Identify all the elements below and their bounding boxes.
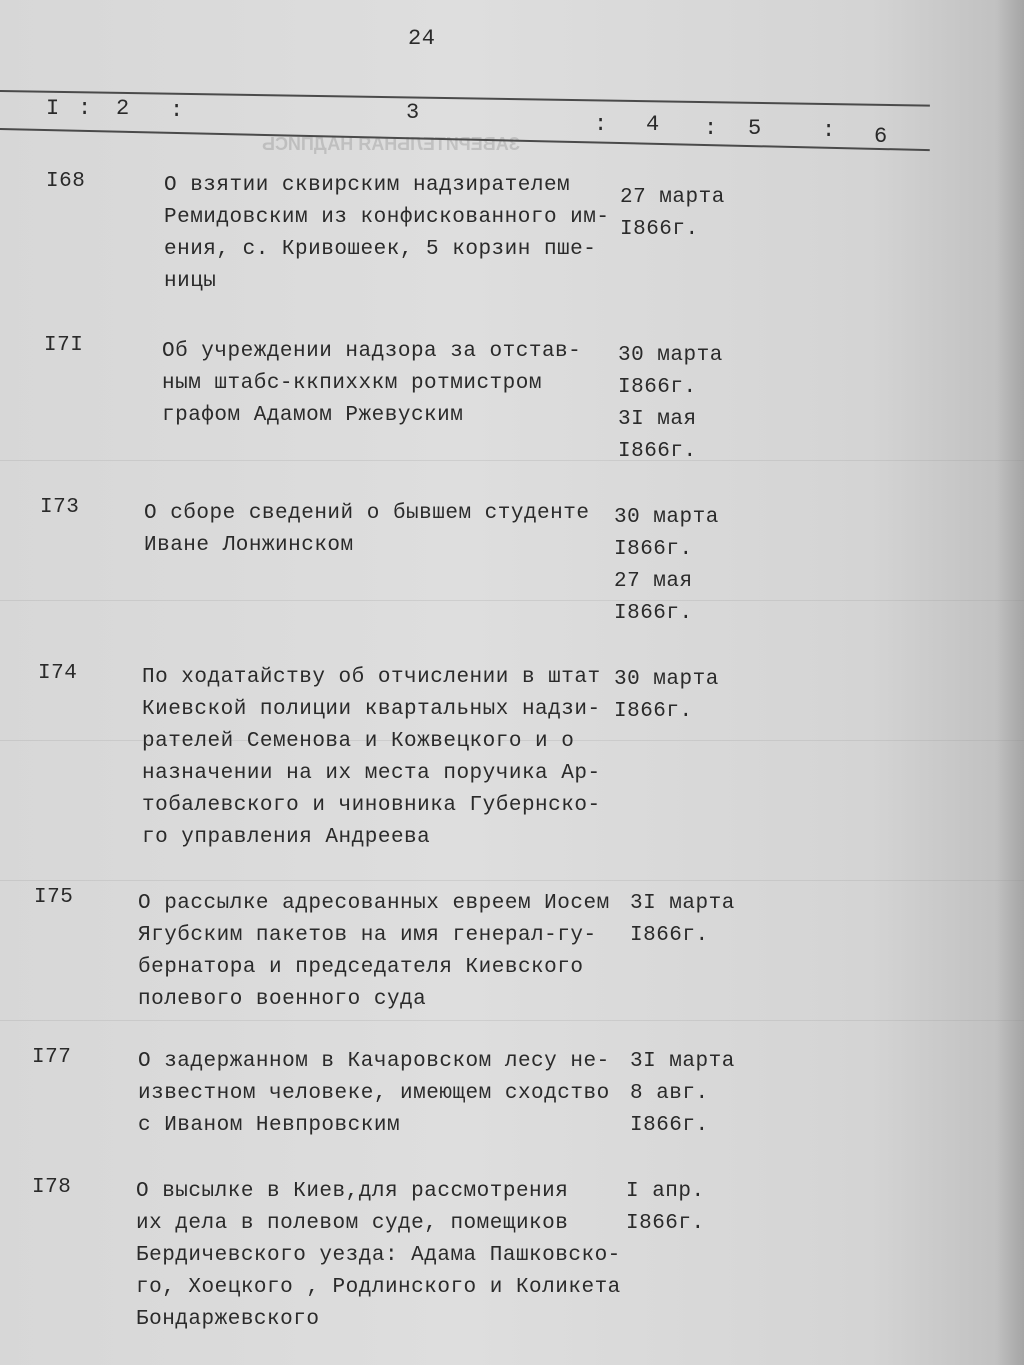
bleed-through-text: ЗАВЕРИТЕЛЬНАЯ НАДПИСЬ bbox=[262, 134, 521, 154]
entry-description: По ходатайству об отчислении в штат Киевской полиции квартальных надзи- рателей Семенова и Кожвецкого и о назначении на их места поручика Ар- тобалевского и чиновника Губернско- го управления Андреева bbox=[142, 666, 601, 849]
entry-number: I74 bbox=[38, 662, 78, 685]
entry-description: О высылке в Киев,для рассмотрения их дела в полевом суде, помещиков Бердичевского уезда: Адама Пашковско- го, Хоецкого , Родлинского и Коликета Бондаржевского bbox=[136, 1180, 621, 1331]
paper-rule bbox=[0, 880, 1024, 881]
paper-rule bbox=[0, 1020, 1024, 1021]
column-separator: : bbox=[822, 118, 836, 143]
entry-number: I78 bbox=[32, 1176, 72, 1199]
entry-description: О рассылке адресованных евреем Иосем Ягубским пакетов на имя генерал-гу- бернатора и председателя Киевского полевого военного суда bbox=[138, 892, 610, 1011]
entry-description: О задержанном в Качаровском лесу не- известном человеке, имеющем сходство с Иваном Невпровским bbox=[138, 1050, 610, 1137]
entry-description: О сборе сведений о бывшем студенте Иване Лонжинском bbox=[144, 502, 590, 557]
column-separator: : bbox=[170, 98, 184, 123]
entry-number: I68 bbox=[46, 170, 86, 193]
entry-description: Об учреждении надзора за отстав- ным штабс-ккпиххкм ротмистром графом Адамом Ржевуским bbox=[162, 340, 582, 427]
entry-number: I7I bbox=[44, 334, 84, 357]
entry-date: 3I марта 8 авг. I866г. bbox=[630, 1050, 735, 1137]
entry-date: 30 марта I866г. bbox=[614, 668, 719, 723]
column-4-header: 4 bbox=[646, 112, 660, 137]
entry-date: 27 марта I866г. bbox=[620, 186, 725, 241]
column-separator: : bbox=[594, 112, 608, 137]
header-top-rule bbox=[0, 90, 930, 107]
entry-number: I73 bbox=[40, 496, 80, 519]
column-1-header: I bbox=[46, 96, 60, 121]
entry-date: 30 марта I866г. 3I мая I866г. bbox=[618, 344, 723, 463]
entry-date: I апр. I866г. bbox=[626, 1180, 705, 1235]
paper-rule bbox=[0, 600, 1024, 601]
column-3-header: 3 bbox=[406, 100, 420, 125]
column-separator: : bbox=[704, 116, 718, 141]
entry-number: I77 bbox=[32, 1046, 72, 1069]
page-number: 24 bbox=[408, 26, 436, 51]
entry-description: О взятии сквирским надзирателем Ремидовским из конфискованного им- ения, с. Кривошеек, 5 корзин пше- ницы bbox=[164, 174, 610, 293]
column-separator: : bbox=[78, 96, 92, 121]
column-6-header: 6 bbox=[874, 124, 888, 149]
entry-number: I75 bbox=[34, 886, 74, 909]
entry-date: 30 марта I866г. 27 мая I866г. bbox=[614, 506, 719, 625]
column-2-header: 2 bbox=[116, 96, 130, 121]
entry-date: 3I марта I866г. bbox=[630, 892, 735, 947]
column-5-header: 5 bbox=[748, 116, 762, 141]
paper-rule bbox=[0, 460, 1024, 461]
